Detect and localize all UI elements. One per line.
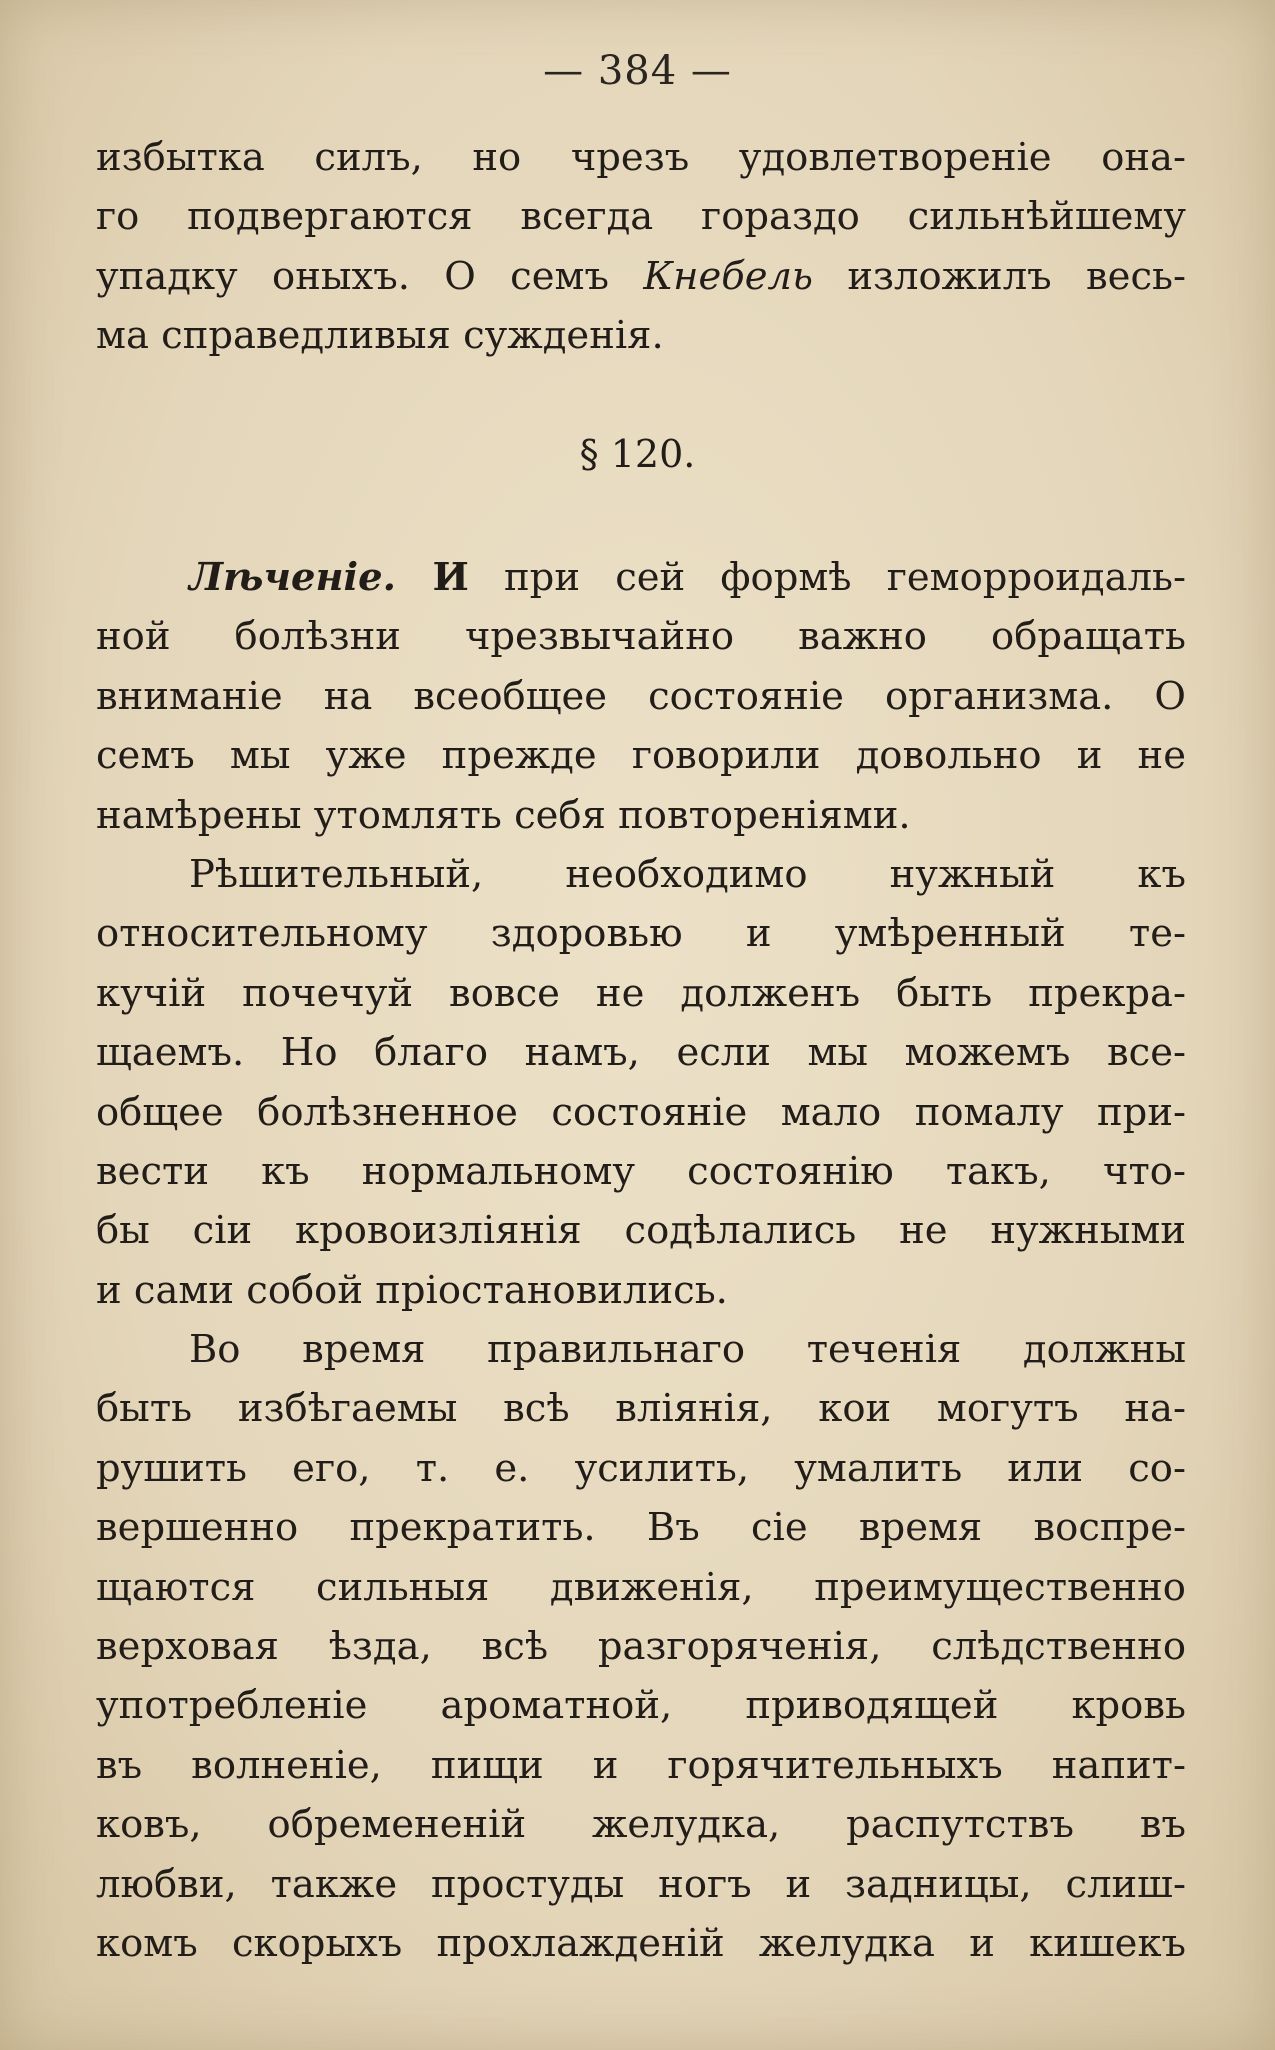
text-line: употребленіе ароматной, приводящей кровь	[96, 1683, 1186, 1729]
paragraph-lead: Лѣченіе.	[189, 555, 397, 600]
text-line: общее болѣзненное состояніе мало помалу при-	[96, 1089, 1186, 1135]
text-line	[96, 548, 1186, 607]
text-line: го подвергаются всегда гораздо сильнѣйшему	[96, 194, 1186, 240]
text-line: комъ скорыхъ прохлажденій желудка и кишекъ	[96, 1920, 1186, 1966]
text-line: въ волненіе, пищи и горячительныхъ напит-	[96, 1742, 1186, 1788]
text-fragment: изложилъ весь-	[813, 253, 1186, 299]
text-fragment: И	[396, 555, 469, 600]
text-line: кучій почечуй вовсе не долженъ быть прекра-	[96, 970, 1186, 1016]
top-paragraph	[96, 128, 1186, 366]
text-line: избытка силъ, но чрезъ удовлетвореніе она-	[96, 135, 1186, 180]
text-line: любви, также простуды ногъ и задницы, слиш-	[96, 1861, 1186, 1907]
text-line: Во время правильнаго теченія должны	[189, 1327, 1186, 1372]
text-line: щаемъ. Но благо намъ, если мы можемъ все-	[96, 1030, 1186, 1076]
text-fragment: при сей формѣ геморроидаль-	[468, 555, 1187, 600]
paragraph-two	[96, 845, 1186, 1320]
text-line: рушить его, т. е. усилить, умалить или со-	[96, 1445, 1186, 1491]
text-fragment: упадку оныхъ. О семъ	[96, 253, 644, 299]
paragraph-three	[96, 1320, 1186, 1973]
text-line: бы сіи кровоизліянія содѣлались не нужными	[96, 1208, 1186, 1254]
text-line: вести къ нормальному состоянію такъ, что-	[96, 1148, 1186, 1194]
text-line: ной болѣзни чрезвычайно важно обращать	[96, 614, 1186, 660]
text-line: верховая ѣзда, всѣ разгоряченія, слѣдственно	[96, 1623, 1186, 1669]
text-line: намѣрены утомлять себя повтореніями.	[96, 792, 911, 838]
text-line: вниманіе на всеобщее состояніе организма. О	[96, 673, 1186, 719]
text-line: семъ мы уже прежде говорили довольно и не	[96, 733, 1186, 779]
section-heading: § 120.	[579, 432, 696, 476]
text-line: ма справедливыя сужденія.	[96, 313, 664, 359]
text-line: относительному здоровью и умѣренный те-	[96, 911, 1186, 957]
text-line: щаются сильныя движенія, преимущественно	[96, 1564, 1186, 1610]
text-line: ковъ, обремененій желудка, распутствъ въ	[96, 1802, 1186, 1848]
text-line: и сами собой пріостановились.	[96, 1267, 728, 1313]
author-name: Кнебель	[643, 253, 814, 299]
text-line: вершенно прекратить. Въ сіе время воспре-	[96, 1505, 1186, 1551]
text-line: Рѣшительный, необходимо нужный къ	[189, 852, 1186, 897]
text-line: быть избѣгаемы всѣ вліянія, кои могутъ на-	[96, 1386, 1186, 1432]
page-number: — 384 —	[543, 48, 732, 94]
text-line	[96, 247, 1186, 306]
paragraph-treatment	[96, 548, 1186, 845]
